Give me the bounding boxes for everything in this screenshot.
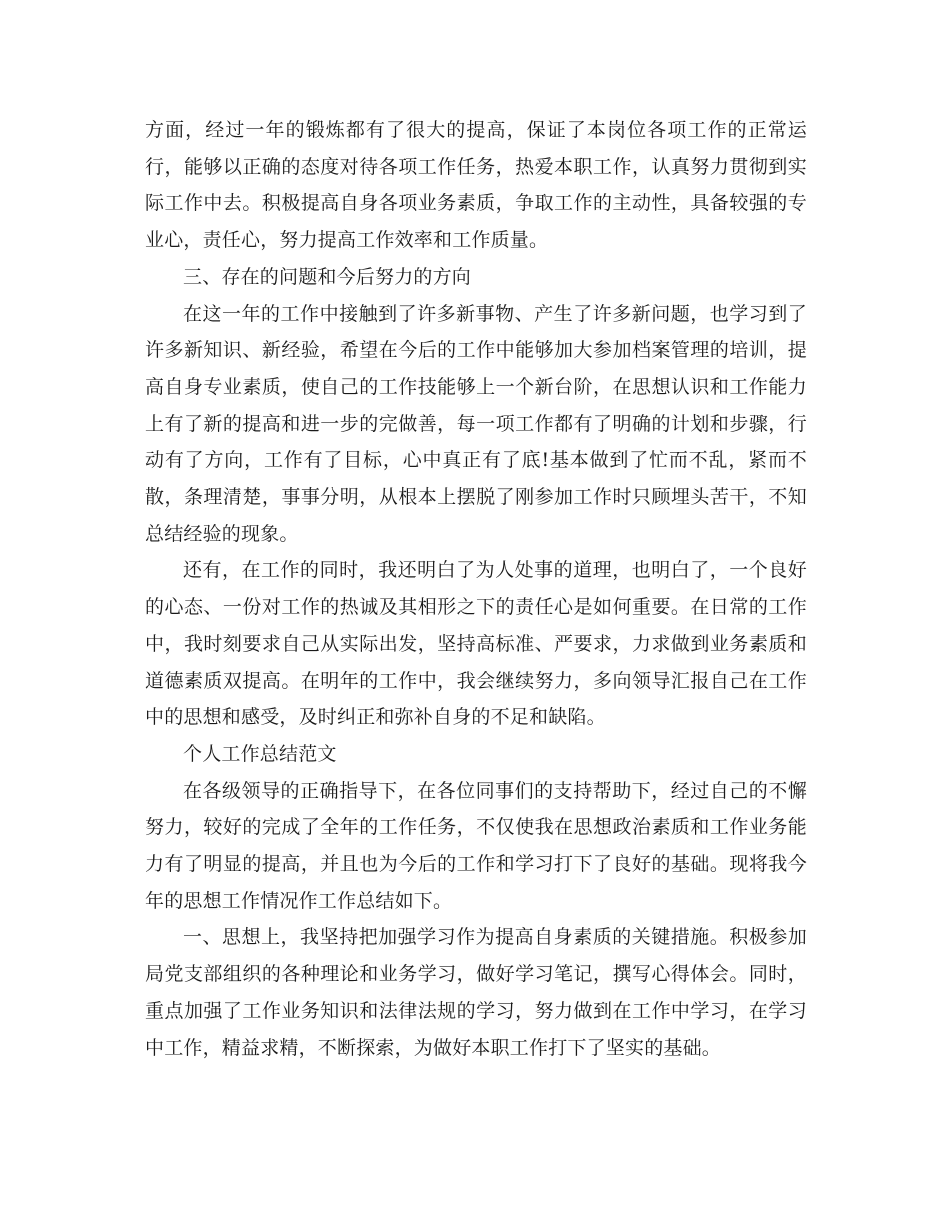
paragraph-new-knowledge: 在这一年的工作中接触到了许多新事物、产生了许多新问题，也学习到了许多新知识、新经验，希望在今后的工作中能够加大参加档案管理的培训，提高自身专业素质，使自己的工作技能够上一个新台阶，在思想认识和工作能力上有了新的提高和进一步的完做善，每一项工作都有了明确的计划和步骤，行动有了方向，工作有了目标，心中真正有了底!基本做到了忙而不乱，紧而不散，条理清楚，事事分明，从根本上摆脱了刚参加工作时只顾埋头苦干，不知总结经验的现象。: [145, 302, 807, 545]
section-heading-sample-summary: 个人工作总结范文: [183, 742, 337, 765]
paragraph-attitude: 还有，在工作的同时，我还明白了为人处事的道理，也明白了，一个良好的心态、一份对工作的热诚及其相形之下的责任心是如何重要。在日常的工作中，我时刻要求自己从实际出发，坚持高标准、严要求，力求做到业务素质和道德素质双提高。在明年的工作中，我会继续努力，多向领导汇报自己在工作中的思想和感受，及时纠正和弥补自身的不足和缺陷。: [145, 559, 807, 729]
paragraph-ideology: 一、思想上，我坚持把加强学习作为提高自身素质的关键措施。积极参加局党支部组织的各种理论和业务学习，做好学习笔记，撰写心得体会。同时，重点加强了工作业务知识和法律法规的学习，努力做到在工作中学习，在学习中工作，精益求精，不断探索，为做好本职工作打下了坚实的基础。: [145, 926, 807, 1059]
paragraph-introduction: 在各级领导的正确指导下，在各位同事们的支持帮助下，经过自己的不懈努力，较好的完成了全年的工作任务，不仅使我在思想政治素质和工作业务能力有了明显的提高，并且也为今后的工作和学习打下了良好的基础。现将我今年的思想工作情况作工作总结如下。: [145, 779, 807, 912]
document-body: [145, 112, 807, 1066]
paragraph-continuation: 方面，经过一年的锻炼都有了很大的提高，保证了本岗位各项工作的正常运行，能够以正确的态度对待各项工作任务，热爱本职工作，认真努力贯彻到实际工作中去。积极提高自身各项业务素质，争取工作的主动性，具备较强的专业心，责任心，努力提高工作效率和工作质量。: [145, 119, 807, 252]
section-heading-problems-and-direction: 三、存在的问题和今后努力的方向: [183, 265, 472, 288]
